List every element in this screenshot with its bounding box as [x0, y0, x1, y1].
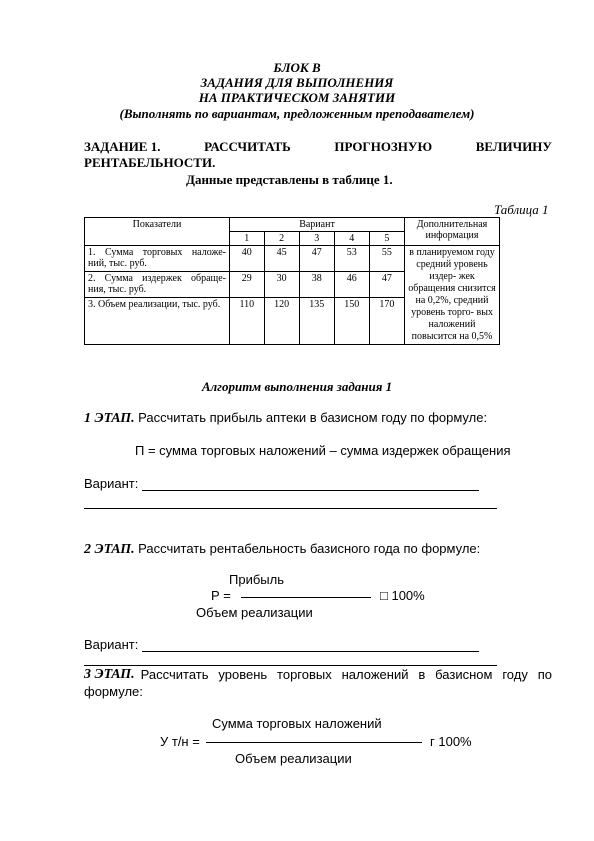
- data-table: [84, 217, 500, 345]
- stage1-formula: П = сумма торговых наложений – сумма издержек обращения: [135, 443, 511, 458]
- cell: 38: [299, 272, 334, 298]
- row-label: 2. Сумма издержек обраще- ния, тыс. руб.: [85, 272, 230, 298]
- cell: 135: [299, 298, 334, 345]
- cell: 170: [369, 298, 404, 345]
- formula2-numerator: Прибыль: [229, 572, 284, 587]
- stage1-label: 1 ЭТАП.: [84, 411, 135, 426]
- stage2-label: 2 ЭТАП.: [84, 542, 135, 557]
- cell: 47: [369, 272, 404, 298]
- data-note: Данные представлены в таблице 1.: [186, 172, 393, 187]
- cell: 29: [230, 272, 265, 298]
- extra-info: в планируемом году средний уровень издер- жек обращения снизится на 0,2%, средний уровень торго- вых наложений повысится на 0,5%: [405, 246, 500, 345]
- variant-col-2: 2: [264, 232, 299, 246]
- stage3-label: 3 ЭТАП.: [84, 667, 135, 682]
- cell: 120: [264, 298, 299, 345]
- variant-label-1: Вариант:: [84, 476, 139, 491]
- variant-col-1: 1: [230, 232, 265, 246]
- cell: 45: [264, 246, 299, 272]
- cell: 53: [334, 246, 369, 272]
- formula3-lhs: У т/н =: [160, 734, 200, 749]
- cell: 55: [369, 246, 404, 272]
- header-variant: Вариант: [230, 218, 405, 232]
- formula2-denominator: Объем реализации: [196, 605, 313, 620]
- stage1-line: [84, 410, 487, 427]
- row-label: 3. Объем реализации, тыс. руб.: [85, 298, 230, 345]
- stage3-text: Рассчитать уровень торговых наложений в базисном году по: [140, 667, 552, 682]
- stage3-text-cont: формуле:: [84, 684, 143, 699]
- cell: 30: [264, 272, 299, 298]
- formula3-numerator: Сумма торговых наложений: [212, 716, 382, 731]
- block-instruction: (Выполнять по вариантам, предложенным преподавателем): [119, 106, 475, 121]
- variant-col-3: 3: [299, 232, 334, 246]
- stage3-line: [84, 667, 552, 683]
- stage1-text: Рассчитать прибыль аптеки в базисном году по формуле:: [138, 410, 488, 425]
- formula3-multiplier: г 100%: [430, 734, 472, 749]
- table-caption: Таблица 1: [494, 202, 549, 217]
- variant-col-4: 4: [334, 232, 369, 246]
- table-row: [85, 246, 500, 272]
- variant-label-2: Вариант:: [84, 637, 139, 652]
- block-subtitle-1: ЗАДАНИЯ ДЛЯ ВЫПОЛНЕНИЯ: [200, 75, 394, 90]
- cell: 46: [334, 272, 369, 298]
- task-word-3: ВЕЛИЧИНУ: [475, 139, 552, 154]
- formula3-denominator: Объем реализации: [235, 751, 352, 766]
- cell: 40: [230, 246, 265, 272]
- answer-line: [84, 508, 497, 509]
- cell: 47: [299, 246, 334, 272]
- formula2-lhs: Р =: [211, 588, 231, 603]
- header-extra: Дополнительная информация: [405, 218, 500, 246]
- task-word-1: РАССЧИТАТЬ: [204, 139, 291, 154]
- task-heading-line1: [84, 139, 552, 155]
- stage2-text: Рассчитать рентабельность базисного года по формуле:: [138, 541, 481, 556]
- row-label: 1. Сумма торговых наложе- ний, тыс. руб.: [85, 246, 230, 272]
- algorithm-title: Алгоритм выполнения задания 1: [201, 379, 393, 394]
- cell: 110: [230, 298, 265, 345]
- answer-line: [142, 490, 479, 491]
- answer-line: [142, 651, 479, 652]
- task-word-2: ПРОГНОЗНУЮ: [334, 139, 433, 154]
- header-indicators: Показатели: [85, 218, 230, 246]
- fraction-bar: [206, 742, 422, 743]
- answer-line: [84, 665, 497, 666]
- cell: 150: [334, 298, 369, 345]
- formula2-multiplier: □ 100%: [380, 588, 425, 603]
- task-label: ЗАДАНИЕ 1.: [84, 139, 161, 154]
- task-heading-line2: РЕНТАБЕЛЬНОСТИ.: [84, 155, 216, 170]
- fraction-bar: [241, 597, 371, 598]
- stage2-line: [84, 541, 480, 558]
- variant-col-5: 5: [369, 232, 404, 246]
- block-subtitle-2: НА ПРАКТИЧЕСКОМ ЗАНЯТИИ: [198, 90, 396, 105]
- block-title: БЛОК В: [273, 60, 321, 75]
